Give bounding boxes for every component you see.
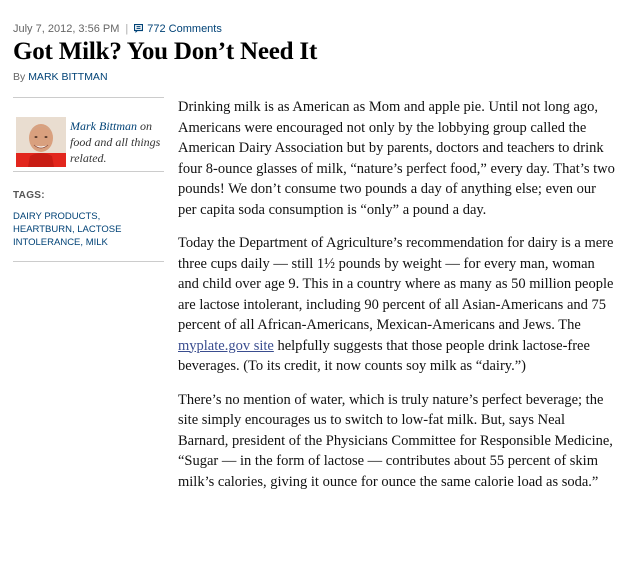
myplate-link[interactable]: myplate.gov site: [178, 337, 274, 354]
tag-link[interactable]: LACTOSE INTOLERANCE: [13, 224, 122, 248]
article-body: [178, 97, 618, 505]
comments-link[interactable]: [134, 23, 222, 35]
tag-link[interactable]: DAIRY PRODUCTS: [13, 211, 98, 222]
article-paragraph: [178, 233, 618, 377]
byline-prefix: By: [13, 71, 26, 83]
comment-icon: [134, 24, 143, 33]
author-blurb: [70, 118, 166, 166]
paragraph-text: helpfully suggests that those people drink lactose-free beverages. (To its credit, it now counts soy milk as “dairy.”): [178, 337, 590, 374]
author-avatar[interactable]: [16, 117, 66, 167]
article-paragraph: Drinking milk is as American as Mom and apple pie. Until not long ago, Americans were encouraged not only by the lobbying group called the American Dairy Association but by parents, doctors and teachers to drink four 8-ounce glasses of milk, “nature’s perfect food,” every day. That’s two pounds! We don’t consume two pounds a day of anything else; even our per capita soda consumption is “only” a pound a day.: [178, 99, 615, 218]
author-box: [13, 98, 164, 171]
post-date: July 7, 2012, 3:56 PM: [13, 23, 120, 35]
tags-list: DAIRY PRODUCTS, HEARTBURN, LACTOSE INTOLERANCE, MILK: [13, 211, 122, 248]
comments-count: 772 Comments: [147, 23, 222, 35]
tags-label: TAGS:: [13, 190, 45, 201]
tag-link[interactable]: HEARTBURN: [13, 224, 72, 235]
author-description: on food and all things related.: [70, 119, 161, 165]
author-name-link[interactable]: Mark Bittman: [70, 119, 137, 133]
tag-link[interactable]: MILK: [85, 237, 108, 248]
author-photo: [16, 117, 66, 167]
byline: [13, 71, 108, 83]
sidebar: [13, 97, 164, 262]
sidebar-bottom-rule: [13, 261, 164, 262]
sidebar-mid-rule: [13, 171, 164, 172]
headline: Got Milk? You Don’t Need It: [13, 38, 318, 65]
article-paragraph: There’s no mention of water, which is truly nature’s perfect beverage; the site simply encourages us to switch to low-fat milk. But, says Neal Barnard, president of the Physicians Committee for Responsible Medicine, “Sugar — in the form of lactose — contributes about 55 percent of skim milk’s calories, giving it ounce for ounce the same calorie load as soda.”: [178, 391, 613, 490]
paragraph-text: Today the Department of Agriculture’s recommendation for dairy is a mere three cups daily — still 1½ pounds by weight — for every man, woman and child over age 9. This in a country where as many as 50 million people are lactose intolerant, including 90 percent of all Asian-Americans and 75 percent of all African-Americans, Mexican-Americans and Jews. The: [178, 235, 614, 333]
byline-author-link[interactable]: MARK BITTMAN: [28, 71, 108, 83]
meta-separator: |: [125, 23, 129, 35]
post-meta: [13, 23, 222, 35]
